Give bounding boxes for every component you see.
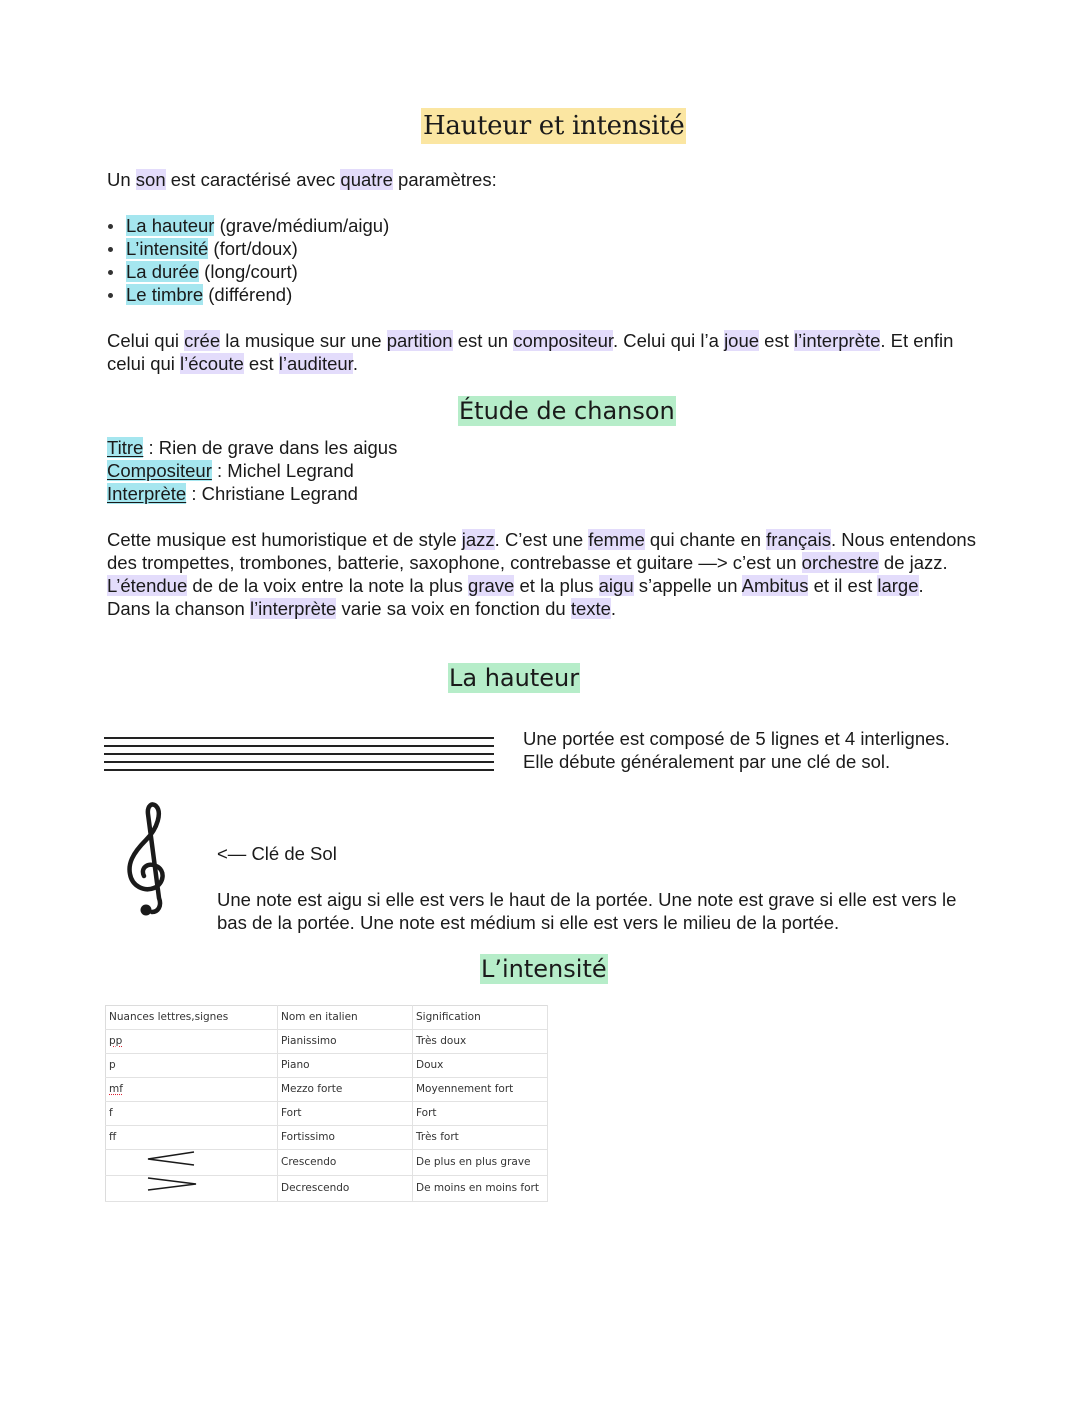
nuance-name: Crescendo	[278, 1150, 413, 1176]
nuance-meaning: De moins en moins fort	[413, 1176, 548, 1202]
treble-clef-icon	[122, 800, 178, 922]
song-title-line: Titre : Rien de grave dans les aigus	[107, 437, 398, 458]
page-title: Hauteur et intensité	[421, 108, 686, 144]
note-position-text: Une note est aigu si elle est vers le haut de la portée. Une note est grave si elle est vers le bas de la portée. Une note est médium si elle est vers le milieu de la portée.	[217, 889, 957, 933]
list-item: Le timbre (différend)	[107, 283, 389, 306]
description-paragraph: Cette musique est humoristique et de style jazz. C’est une femme qui chante en français. Nous entendons des trompettes, trombones, batterie, saxophone, contrebasse et guitare —> c’est un orchestre de jazz. L’étendue de de la voix entre la note la plus grave et la plus aigu s’appelle un Ambitus et il est large. Dans la chanson l’interprète varie sa voix en fonction du texte.	[107, 529, 976, 619]
decrescendo-hairpin-icon	[146, 1176, 200, 1192]
song-performer-line: Interprète : Christiane Legrand	[107, 483, 358, 504]
table-row	[106, 1054, 548, 1078]
nuances-table	[105, 1005, 548, 1202]
nuance-name: Fortissimo	[278, 1126, 413, 1150]
nuance-name: Piano	[278, 1054, 413, 1078]
nuance-name: Mezzo forte	[278, 1078, 413, 1102]
nuance-sign: p	[106, 1054, 278, 1078]
nuance-meaning: De plus en plus grave	[413, 1150, 548, 1176]
nuance-meaning: Doux	[413, 1054, 548, 1078]
nuance-meaning: Très doux	[413, 1030, 548, 1054]
nuance-meaning: Très fort	[413, 1126, 548, 1150]
hauteur-heading: La hauteur	[449, 664, 580, 692]
nuance-name: Decrescendo	[278, 1176, 413, 1202]
nuance-sign: pp	[109, 1035, 123, 1047]
table-row	[106, 1030, 548, 1054]
table-row	[106, 1176, 548, 1202]
nuance-name: Pianissimo	[278, 1030, 413, 1054]
intensite-heading: L’intensité	[481, 955, 607, 983]
song-info	[107, 436, 397, 505]
song-composer-line: Compositeur : Michel Legrand	[107, 460, 354, 481]
nuance-meaning: Fort	[413, 1102, 548, 1126]
roles-paragraph: Celui qui crée la musique sur une partition est un compositeur. Celui qui l’a joue est l’interprète. Et enfin celui qui l’écoute est l’auditeur.	[107, 330, 954, 374]
etude-heading: Étude de chanson	[459, 397, 675, 425]
table-row	[106, 1078, 548, 1102]
nuance-sign: ff	[106, 1126, 278, 1150]
table-header: Nuances lettres,signes	[106, 1006, 278, 1030]
table-header: Signification	[413, 1006, 548, 1030]
table-header-row	[106, 1006, 548, 1030]
table-header: Nom en italien	[278, 1006, 413, 1030]
list-item: La hauteur (grave/médium/aigu)	[107, 214, 389, 237]
portee-description: Une portée est composé de 5 lignes et 4 interlignes. Elle débute généralement par une clé de sol.	[523, 728, 950, 772]
parameters-list	[107, 214, 389, 306]
intro-sentence: Un son est caractérisé avec quatre paramètres:	[107, 169, 497, 190]
list-item: La durée (long/court)	[107, 260, 389, 283]
nuance-sign: mf	[109, 1083, 123, 1095]
cle-de-sol-label: <— Clé de Sol	[217, 843, 337, 864]
nuance-name: Fort	[278, 1102, 413, 1126]
table-row	[106, 1126, 548, 1150]
nuance-sign: f	[106, 1102, 278, 1126]
table-row	[106, 1102, 548, 1126]
table-row	[106, 1150, 548, 1176]
nuance-meaning: Moyennement fort	[413, 1078, 548, 1102]
crescendo-hairpin-icon	[146, 1150, 196, 1166]
list-item: L’intensité (fort/doux)	[107, 237, 389, 260]
